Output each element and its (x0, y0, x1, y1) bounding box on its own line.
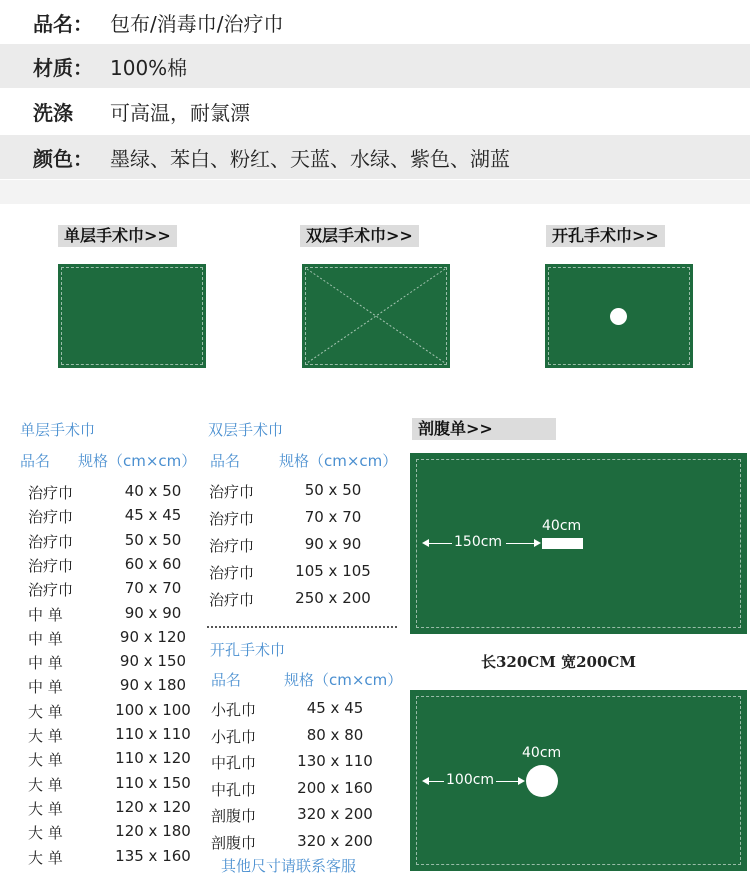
info-row-material (0, 44, 750, 88)
double-col-spec: 规格（cm×cm） (279, 452, 398, 470)
row-name: 大 单 (28, 727, 63, 745)
hole-table-title: 开孔手术巾 (210, 641, 286, 659)
cross-stitch-lines (302, 264, 450, 368)
row-name: 治疗巾 (209, 537, 255, 555)
row-name: 中 单 (28, 654, 63, 673)
contact-note: 其他尺寸请联系客服 (221, 857, 357, 875)
info-key: 洗涤 (33, 100, 73, 125)
row-name: 小孔巾 (211, 727, 257, 746)
laparotomy-sheet-bottom (410, 690, 747, 871)
tag-single-layer: 单层手术巾>> (58, 225, 177, 247)
row-name: 中孔巾 (211, 754, 257, 772)
row-name: 大 单 (28, 702, 63, 721)
row-name: 治疗巾 (28, 581, 74, 600)
row-spec: 50 x 50 (304, 481, 362, 499)
double-table-title: 双层手术巾 (208, 421, 284, 439)
double-col-name: 品名 (210, 452, 241, 470)
laparotomy-sheet-top (410, 453, 747, 634)
row-spec: 110 x 120 (115, 749, 191, 768)
dimension-line (496, 781, 518, 782)
row-spec: 90 x 120 (119, 627, 187, 646)
row-spec: 120 x 180 (115, 822, 191, 841)
row-spec: 105 x 105 (295, 562, 371, 580)
tag-laparotomy: 剖腹单>> (412, 418, 556, 440)
hole-towel-image (545, 264, 693, 368)
info-row-wash (0, 89, 750, 133)
row-name: 中孔巾 (211, 780, 257, 799)
row-name: 小孔巾 (211, 701, 257, 719)
row-name: 大 单 (28, 824, 63, 843)
single-table-title: 单层手术巾 (20, 421, 96, 439)
hole-size-label: 40cm (542, 518, 582, 534)
row-name: 大 单 (28, 799, 63, 818)
row-name: 中 单 (28, 605, 63, 624)
tag-double-layer: 双层手术巾>> (300, 225, 419, 247)
section-divider (0, 180, 750, 204)
info-value: 可高温，耐氯漂 (110, 100, 250, 125)
row-name: 剖腹巾 (211, 807, 257, 825)
dotted-separator (207, 626, 397, 628)
row-spec: 135 x 160 (115, 846, 191, 865)
row-spec: 200 x 160 (297, 778, 373, 797)
row-name: 治疗巾 (209, 510, 255, 528)
row-name: 中 单 (28, 678, 63, 697)
row-spec: 320 x 200 (297, 831, 373, 850)
info-value: 100%棉 (110, 55, 188, 80)
row-spec: 110 x 150 (115, 773, 191, 792)
distance-label: 100cm (446, 772, 495, 788)
tag-hole-towel: 开孔手术巾>> (546, 225, 665, 247)
info-key: 品名： (33, 11, 93, 36)
row-name: 治疗巾 (28, 556, 74, 575)
info-row-name (0, 0, 750, 44)
dimension-line (428, 781, 444, 782)
info-value: 包布/消毒巾/治疗巾 (110, 11, 284, 36)
row-spec: 250 x 200 (295, 589, 371, 607)
row-spec: 40 x 50 (124, 482, 182, 500)
row-spec: 130 x 110 (297, 752, 373, 770)
row-spec: 50 x 50 (124, 530, 182, 549)
info-key: 颜色： (33, 146, 93, 171)
row-name: 治疗巾 (209, 591, 255, 609)
row-name: 大 单 (28, 775, 63, 794)
dimension-line (428, 543, 452, 544)
row-spec: 110 x 110 (115, 725, 191, 743)
row-spec: 90 x 90 (304, 535, 362, 553)
info-key: 材质： (33, 55, 93, 80)
row-spec: 90 x 150 (119, 652, 187, 671)
hole-col-name: 品名 (211, 671, 242, 689)
row-spec: 45 x 45 (124, 506, 182, 525)
arrow-right-icon (534, 539, 541, 547)
row-spec: 60 x 60 (124, 554, 182, 573)
single-layer-towel-image (58, 264, 206, 368)
row-spec: 70 x 70 (304, 508, 362, 526)
row-spec: 70 x 70 (124, 579, 182, 598)
info-value: 墨绿、苯白、粉红、天蓝、水绿、紫色、湖蓝 (110, 146, 510, 171)
single-col-name: 品名 (20, 452, 51, 470)
row-name: 治疗巾 (28, 532, 74, 551)
hole-size-label: 40cm (522, 745, 562, 761)
row-name: 治疗巾 (209, 564, 255, 582)
row-spec: 320 x 200 (297, 805, 373, 823)
row-spec: 100 x 100 (115, 700, 191, 719)
row-spec: 45 x 45 (306, 699, 364, 717)
row-name: 大 单 (28, 848, 63, 867)
distance-label: 150cm (454, 534, 503, 550)
row-name: 剖腹巾 (211, 833, 257, 852)
row-name: 中 单 (28, 629, 63, 648)
rect-hole (542, 538, 583, 549)
dimension-line (506, 543, 534, 544)
hole-col-spec: 规格（cm×cm） (284, 671, 403, 689)
round-hole (526, 765, 558, 797)
arrow-right-icon (518, 777, 525, 785)
single-col-spec: 规格（cm×cm） (78, 452, 197, 470)
stitch-border (61, 267, 203, 365)
double-layer-towel-image (302, 264, 450, 368)
row-spec: 120 x 120 (115, 797, 191, 816)
row-spec: 90 x 180 (119, 676, 187, 695)
towel-hole (610, 308, 627, 325)
info-row-color (0, 135, 750, 179)
size-caption: 长320CM 宽200CM (481, 653, 636, 671)
row-name: 治疗巾 (28, 508, 74, 527)
row-spec: 80 x 80 (306, 725, 364, 744)
row-name: 治疗巾 (209, 483, 255, 501)
row-name: 治疗巾 (28, 484, 74, 502)
row-spec: 90 x 90 (124, 603, 182, 622)
row-name: 大 单 (28, 751, 63, 770)
